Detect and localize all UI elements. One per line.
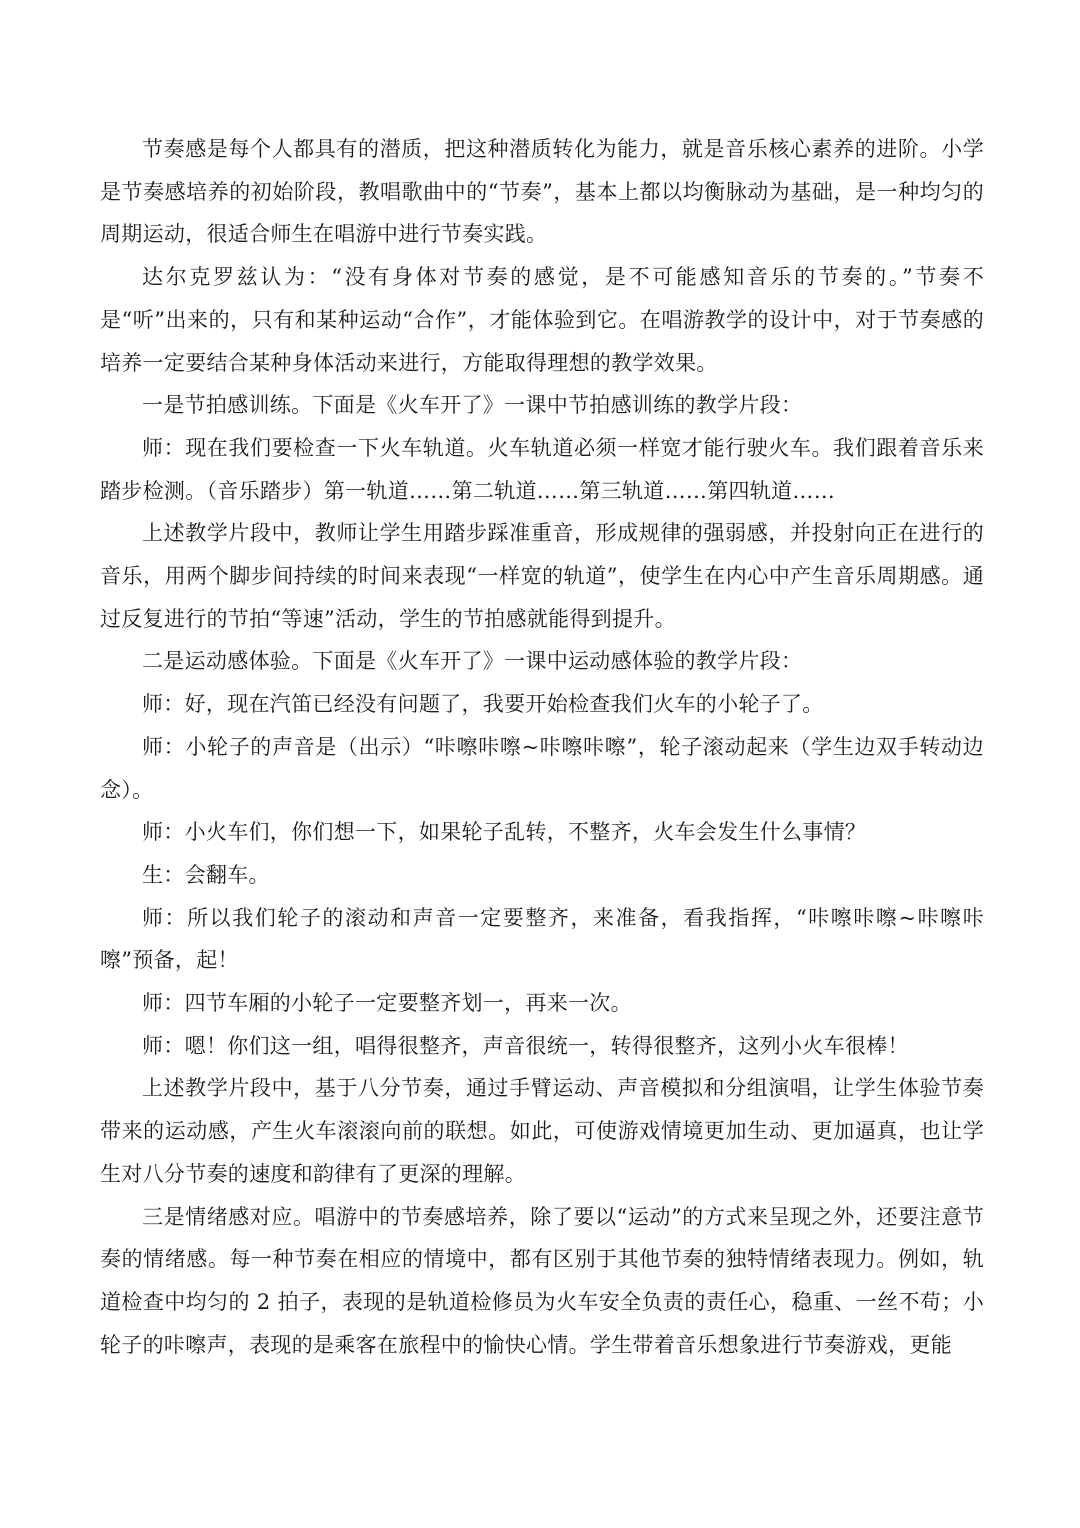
paragraph: 师：小轮子的声音是（出示）“咔嚓咔嚓~咔嚓咔嚓”，轮子滚动起来（学生边双手转动边念）。 [100, 734, 984, 802]
paragraph: 师：好，现在汽笛已经没有问题了，我要开始检查我们火车的小轮子了。 [142, 692, 824, 717]
paragraph: 师：嗯！你们这一组，唱得很整齐，声音很统一，转得很整齐，这列小火车很棒！ [142, 1033, 909, 1058]
paragraph: 达尔克罗兹认为：“没有身体对节奏的感觉，是不可能感知音乐的节奏的。”节奏不是“听”出来的，只有和某种运动“合作”，才能体验到它。在唱游教学的设计中，对于节奏感的培养一定要结合某种身体活动来进行，方能取得理想的教学效果。 [100, 265, 984, 375]
paragraph: 师：现在我们要检查一下火车轨道。火车轨道必须一样宽才能行驶火车。我们跟着音乐来踏步检测。（音乐踏步）第一轨道……第二轨道……第三轨道……第四轨道…… [100, 435, 984, 503]
paragraph: 节奏感是每个人都具有的潜质，把这种潜质转化为能力，就是音乐核心素养的进阶。小学是节奏感培养的初始阶段，教唱歌曲中的“节奏”，基本上都以均衡脉动为基础，是一种均匀的周期运动，很适合师生在唱游中进行节奏实践。 [100, 137, 984, 247]
article-body [100, 128, 984, 1366]
paragraph: 二是运动感体验。下面是《火车开了》一课中运动感体验的教学片段： [142, 649, 803, 674]
paragraph: 上述教学片段中，教师让学生用踏步踩准重音，形成规律的强弱感，并投射向正在进行的音乐，用两个脚步间持续的时间来表现“一样宽的轨道”，使学生在内心中产生音乐周期感。通过反复进行的节拍“等速”活动，学生的节拍感就能得到提升。 [100, 521, 984, 631]
paragraph: 上述教学片段中，基于八分节奏，通过手臂运动、声音模拟和分组演唱，让学生体验节奏带来的运动感，产生火车滚滚向前的联想。如此，可使游戏情境更加生动、更加逼真，也让学生对八分节奏的速度和韵律有了更深的理解。 [100, 1076, 984, 1186]
paragraph: 师：四节车厢的小轮子一定要整齐划一，再来一次。 [142, 991, 632, 1016]
paragraph: 师：所以我们轮子的滚动和声音一定要整齐，来准备，看我指挥，“咔嚓咔嚓~咔嚓咔嚓”预备，起！ [100, 905, 984, 973]
paragraph: 一是节拍感训练。下面是《火车开了》一课中节拍感训练的教学片段： [142, 393, 803, 418]
paragraph: 师：小火车们，你们想一下，如果轮子乱转，不整齐，火车会发生什么事情？ [142, 820, 867, 845]
paragraph: 三是情绪感对应。唱游中的节奏感培养，除了要以“运动”的方式来呈现之外，还要注意节奏的情绪感。每一种节奏在相应的情境中，都有区别于其他节奏的独特情绪表现力。例如，轨道检查中均匀的 2 拍子，表现的是轨道检修员为火车安全负责的责任心，稳重、一丝不苟；小轮子的咔嚓声，表现的是乘客在旅程中的愉快心情。学生带着音乐想象进行节奏游戏，更能 [100, 1204, 984, 1357]
paragraph: 生：会翻车。 [142, 862, 270, 887]
